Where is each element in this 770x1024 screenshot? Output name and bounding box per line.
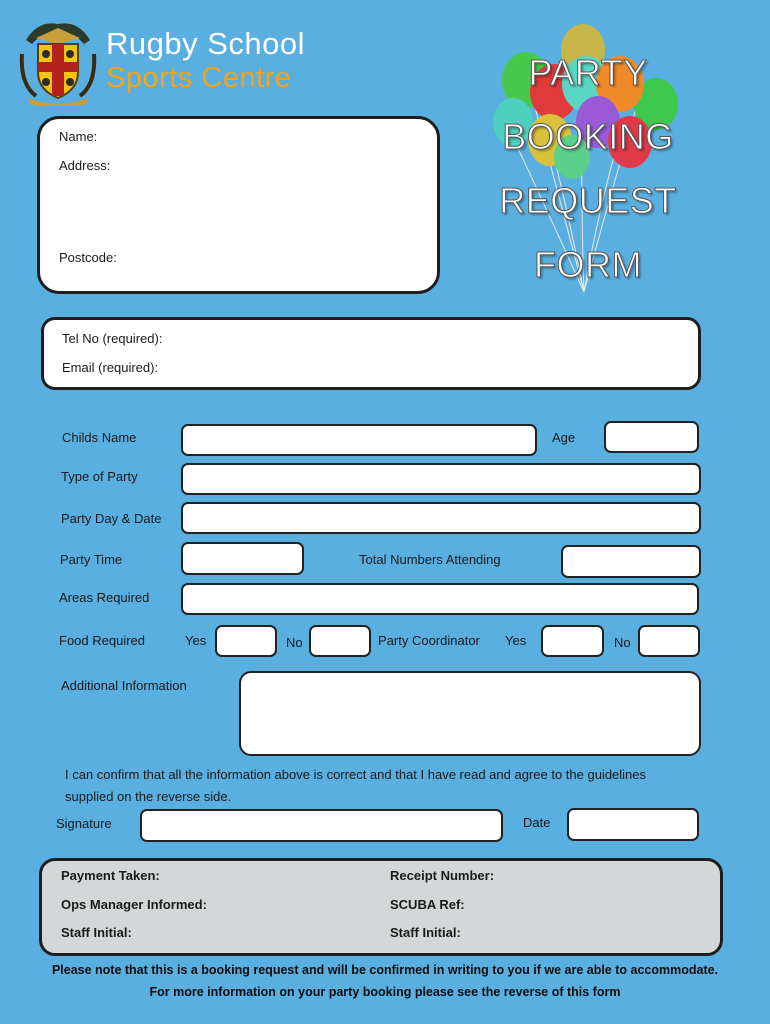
type-of-party-field[interactable] <box>181 463 701 495</box>
party-time-label: Party Time <box>60 552 123 567</box>
tel-label: Tel No (required): <box>62 331 163 346</box>
food-required-label: Food Required <box>59 633 145 648</box>
areas-required-label: Areas Required <box>59 590 150 605</box>
type-of-party-label: Type of Party <box>61 469 138 484</box>
reverse-note: For more information on your party booking please see the reverse of this form <box>149 985 621 999</box>
childs-name-field[interactable] <box>181 424 537 456</box>
food-yes-checkbox[interactable] <box>215 625 277 657</box>
food-no-label: No <box>286 635 303 650</box>
postcode-label: Postcode: <box>59 250 117 265</box>
party-day-date-field[interactable] <box>181 502 701 534</box>
payment-taken-label: Payment Taken: <box>61 868 160 883</box>
food-yes-label: Yes <box>185 633 207 648</box>
brand-name: Rugby School <box>106 26 306 61</box>
contact-panel[interactable] <box>37 116 440 294</box>
staff-initial-right-label: Staff Initial: <box>390 925 461 940</box>
phone-email-panel[interactable] <box>41 317 701 390</box>
party-coordinator-label: Party Coordinator <box>378 633 480 648</box>
coordinator-yes-checkbox[interactable] <box>541 625 604 657</box>
signature-field[interactable] <box>140 809 503 842</box>
additional-info-field[interactable] <box>239 671 701 756</box>
date-label: Date <box>523 815 551 830</box>
age-label: Age <box>552 430 576 445</box>
booking-note: Please note that this is a booking request and will be confirmed in writing to you if we are able to accommodate. <box>51 963 719 977</box>
office-use-panel <box>39 858 723 956</box>
email-label: Email (required): <box>62 360 159 375</box>
school-crest-logo <box>18 14 98 106</box>
name-label: Name: <box>59 129 98 144</box>
food-no-checkbox[interactable] <box>309 625 371 657</box>
confirm-text-line2: supplied on the reverse side. <box>65 789 232 804</box>
total-numbers-field[interactable] <box>561 545 701 578</box>
coordinator-no-checkbox[interactable] <box>638 625 700 657</box>
age-field[interactable] <box>604 421 699 453</box>
areas-required-field[interactable] <box>181 583 699 615</box>
confirm-text-line1: I can confirm that all the information above is correct and that I have read and agree to the guidelines <box>65 767 647 782</box>
party-time-field[interactable] <box>181 542 304 575</box>
receipt-number-label: Receipt Number: <box>390 868 495 883</box>
signature-label: Signature <box>56 816 112 831</box>
party-day-date-label: Party Day & Date <box>61 511 162 526</box>
brand-subtitle: Sports Centre <box>106 62 292 94</box>
childs-name-label: Childs Name <box>62 430 137 445</box>
scuba-ref-label: SCUBA Ref: <box>390 897 465 912</box>
title-party: PARTY <box>528 52 648 93</box>
title-booking: BOOKING <box>502 116 674 157</box>
date-field[interactable] <box>567 808 699 841</box>
title-request: REQUEST <box>499 180 677 221</box>
additional-info-label: Additional Information <box>61 678 187 693</box>
staff-initial-left-label: Staff Initial: <box>61 925 132 940</box>
ops-manager-label: Ops Manager Informed: <box>61 897 207 912</box>
address-label: Address: <box>59 158 111 173</box>
coordinator-no-label: No <box>614 635 631 650</box>
title-form: FORM <box>534 244 642 285</box>
coordinator-yes-label: Yes <box>505 633 527 648</box>
total-numbers-label: Total Numbers Attending <box>359 552 501 567</box>
